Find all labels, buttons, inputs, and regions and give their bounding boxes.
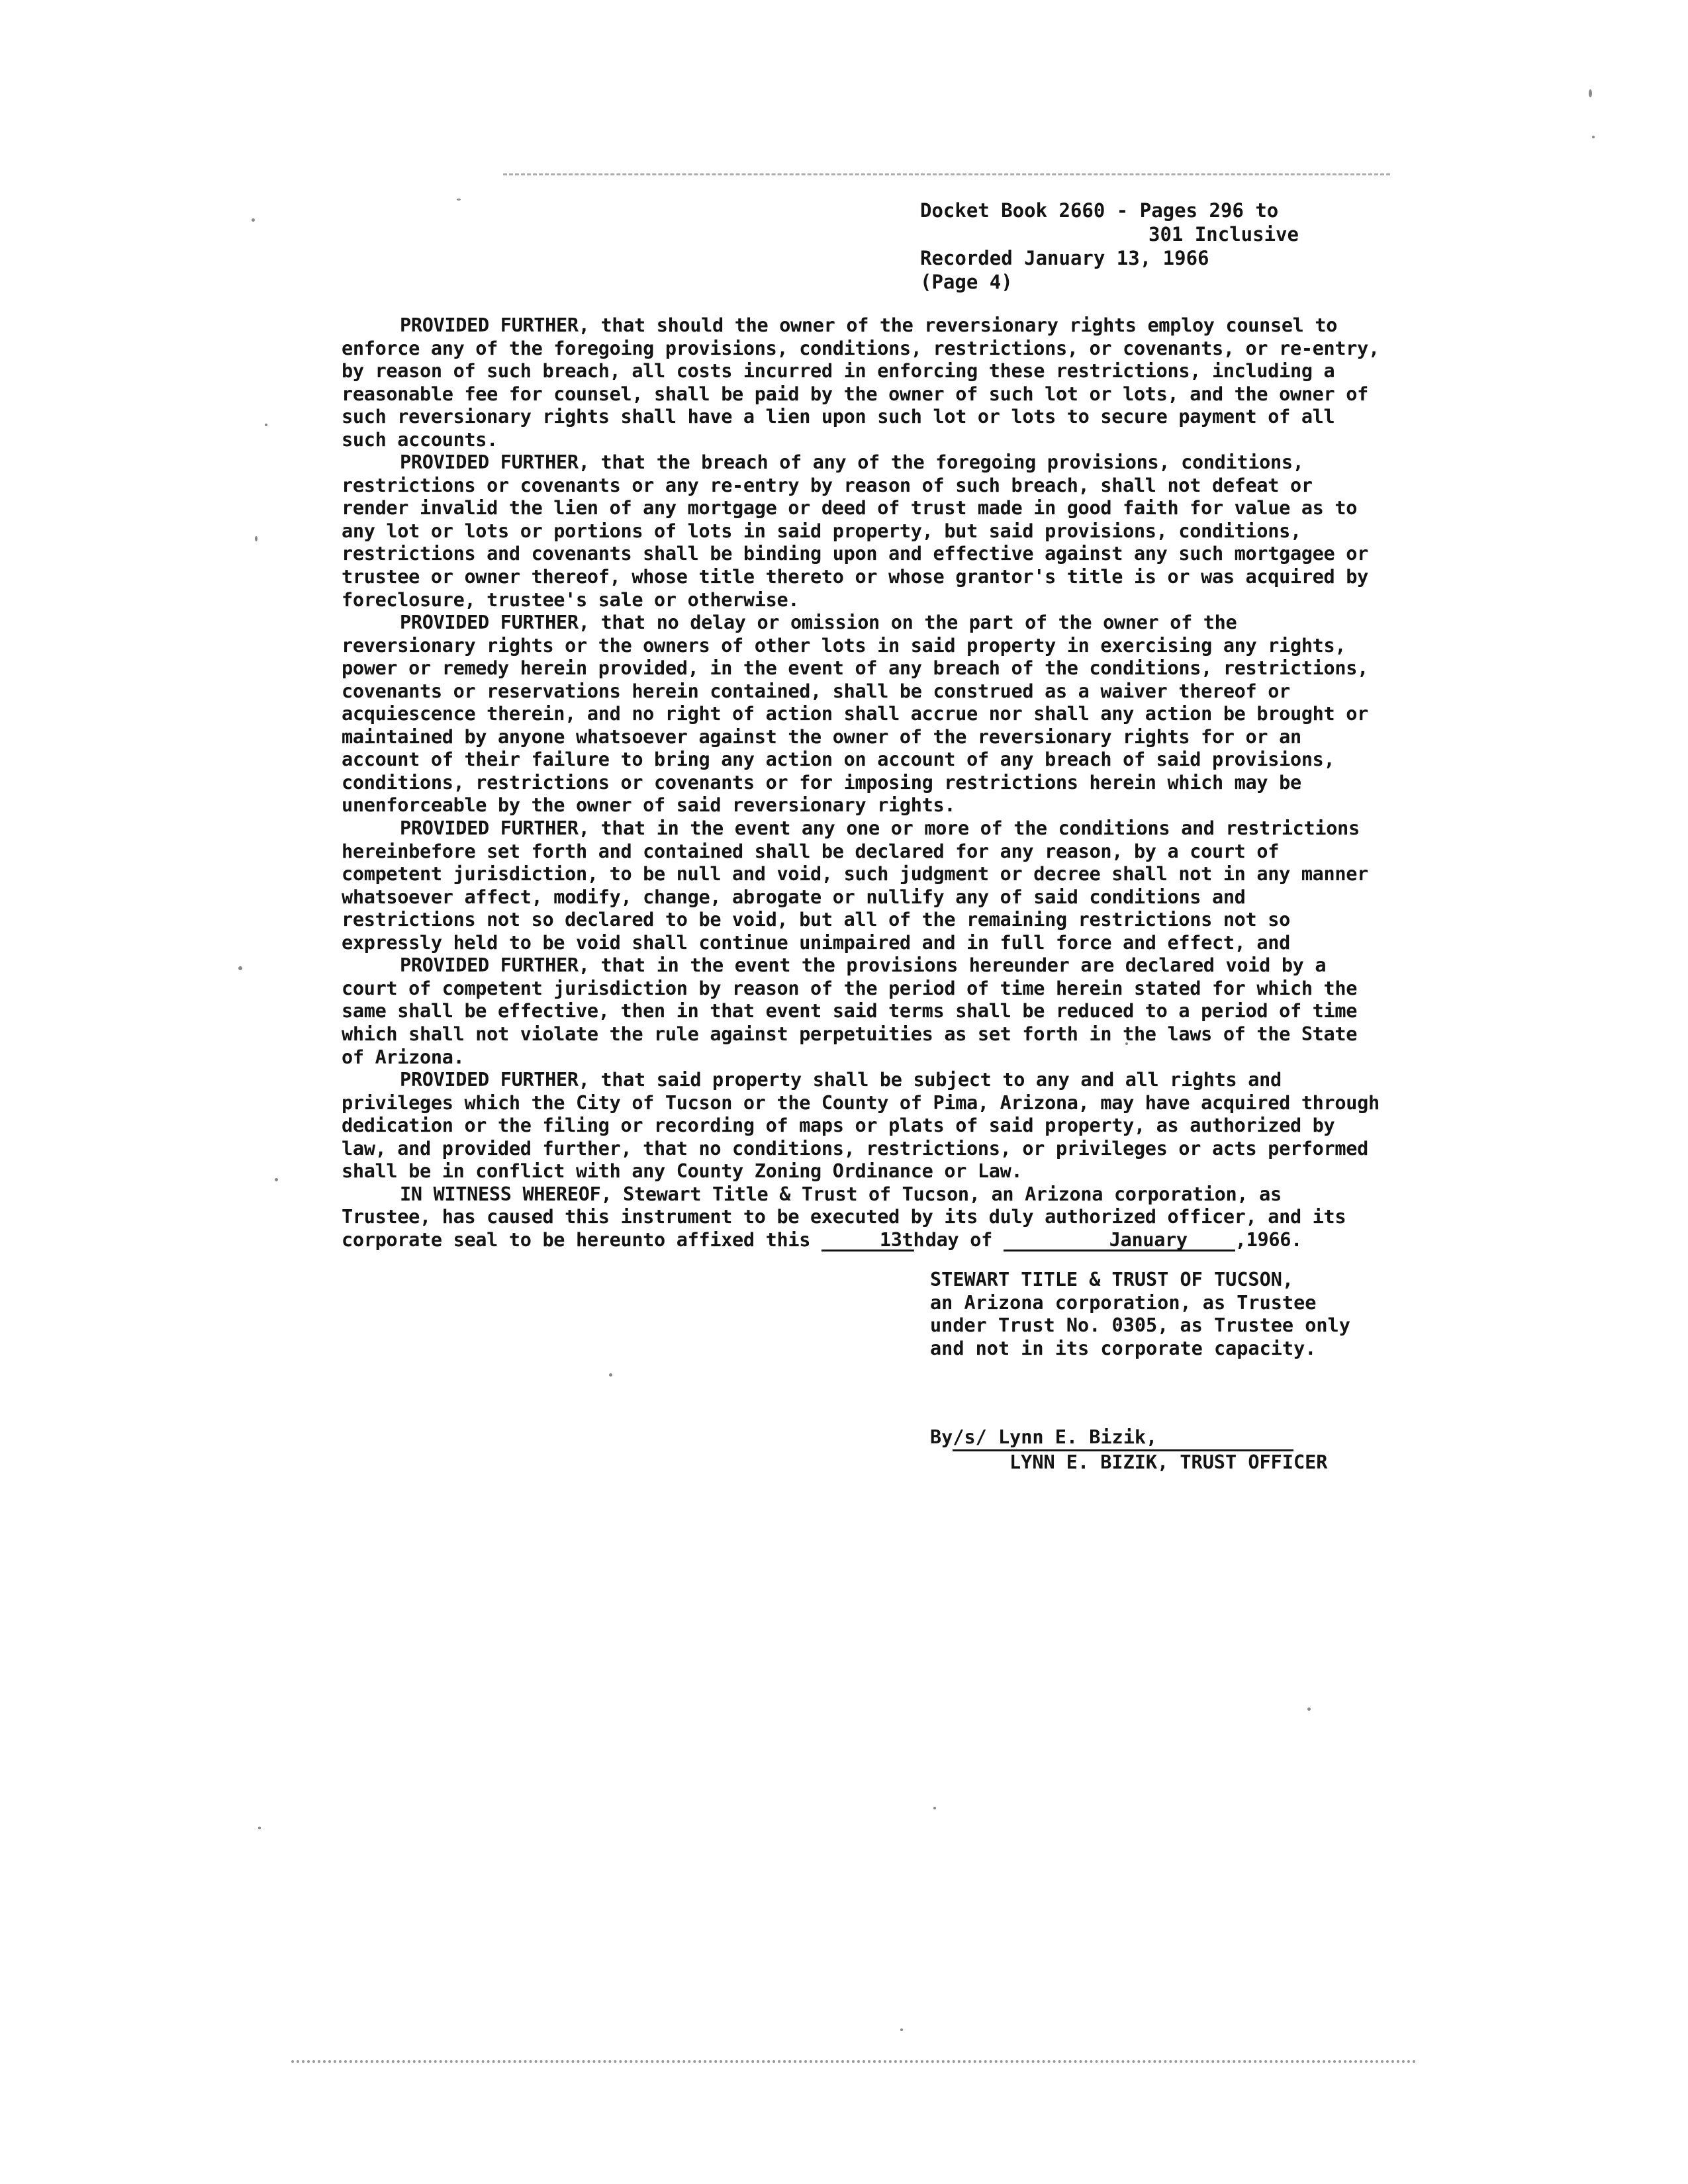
paragraph-perpetuities: PROVIDED FURTHER, that in the event the provisions hereunder are declared void by a court of competent jurisdiction by reason of the period of time herein stated for which the same shall be effective, then in that event said terms shall be reduced to a period of time which shall not violate the rule against perpetuities as set forth in the laws of the State of Arizona. bbox=[342, 954, 1358, 1068]
docket-header bbox=[920, 199, 1299, 294]
signature-text: /s/ Lynn E. Bizik, bbox=[953, 1426, 1158, 1448]
officer-title: LYNN E. BIZIK, TRUST OFFICER bbox=[1009, 1451, 1328, 1473]
paragraph-witness bbox=[342, 1183, 1381, 1252]
recorded-date: Recorded January 13, 1966 bbox=[920, 247, 1209, 269]
scan-speck bbox=[457, 199, 461, 201]
scan-speck bbox=[900, 2028, 903, 2031]
document-body bbox=[342, 314, 1381, 1251]
witness-year: ,1966. bbox=[1235, 1228, 1302, 1251]
signature bbox=[953, 1426, 1293, 1451]
trustee-line-4: and not in its corporate capacity. bbox=[930, 1337, 1317, 1359]
trustee-block bbox=[930, 1269, 1350, 1360]
paragraph-counsel-fees: PROVIDED FURTHER, that should the owner of the reversionary rights employ counsel to enforce any of the foregoing provisions, conditions, restrictions, or covenants, or re-entry, by reason of such breach, all costs incurred in enforcing these restrictions, including a reasonable fee for counsel, shall be paid by the owner of such lot or lots, and the owner of such reversionary rights shall have a lien upon such lot or lots to secure payment of all such accounts. bbox=[342, 314, 1380, 451]
trustee-line-2: an Arizona corporation, as Trustee bbox=[930, 1291, 1317, 1314]
witness-month: January bbox=[1004, 1231, 1235, 1251]
paragraph-mortgage-lien: PROVIDED FURTHER, that the breach of any of the foregoing provisions, conditions, restrictions or covenants or any re-entry by reason of such breach, shall not defeat or render invalid the lien of any mortgage or deed of trust made in good faith for value as to any lot or lots or portions of lots in said property, but said provisions, conditions, restrictions and covenants shall be binding upon and effective against any such mortgagee or trustee or owner thereof, whose title thereto or whose grantor's title is or was acquired by foreclosure, trustee's sale or otherwise. bbox=[342, 451, 1368, 611]
scan-noise-top bbox=[503, 173, 1390, 175]
by-label: By bbox=[930, 1426, 953, 1448]
signature-line bbox=[930, 1426, 1327, 1474]
scan-speck bbox=[1307, 1707, 1311, 1711]
scan-speck bbox=[252, 218, 255, 222]
scan-speck bbox=[275, 1178, 278, 1181]
scan-speck bbox=[255, 536, 258, 541]
scan-speck bbox=[258, 1827, 261, 1829]
trustee-name: STEWART TITLE & TRUST OF TUCSON, bbox=[930, 1269, 1294, 1291]
witness-text: IN WITNESS WHEREOF, Stewart Title & Trust of Tucson, an Arizona corporation, as Trustee, has caused this instrument to be executed by its duly authorized officer, and its corporate seal to be hereunto affixed this bbox=[342, 1183, 1346, 1251]
scan-speck bbox=[609, 1373, 612, 1377]
scan-noise-bottom bbox=[291, 2060, 1417, 2063]
scan-speck bbox=[1592, 136, 1595, 138]
page-number: (Page 4) bbox=[920, 271, 1013, 293]
paragraph-no-waiver: PROVIDED FURTHER, that no delay or omission on the part of the owner of the reversionary rights or the owners of other lots in said property in exercising any rights, power or remedy herein provided, in the event of any breach of the conditions, restrictions, covenants or reservations herein contained, shall be construed as a waiver thereof or acquiescence therein, and no right of action shall accrue nor shall any action be brought or maintained by anyone whatsoever against the owner of the reversionary rights for or an account of their failure to bring any action on account of any breach of said provisions, conditions, restrictions or covenants or for imposing restrictions herein which may be unenforceable by the owner of said reversionary rights. bbox=[342, 612, 1368, 817]
scan-speck bbox=[1589, 89, 1592, 97]
witness-day: 13th bbox=[821, 1231, 914, 1251]
docket-inclusive-line: 301 Inclusive bbox=[1149, 223, 1299, 246]
witness-day-of: day of bbox=[925, 1228, 992, 1251]
scan-speck bbox=[238, 966, 242, 970]
docket-book-line: Docket Book 2660 - Pages 296 to bbox=[920, 199, 1279, 222]
scan-speck bbox=[933, 1807, 936, 1809]
trustee-line-3: under Trust No. 0305, as Trustee only bbox=[930, 1314, 1350, 1336]
paragraph-severability: PROVIDED FURTHER, that in the event any one or more of the conditions and restrictions hereinbefore set forth and contained shall be declared for any reason, by a court of competent jurisdiction, to be null and void, such judgment or decree shall not in any manner whatsoever affect, modify, change, abrogate or nullify any of said conditions and restrictions not so declared to be void, but all of the remaining restrictions not so expressly held to be void shall continue unimpaired and in full force and effect, and bbox=[342, 817, 1368, 954]
scan-speck bbox=[265, 424, 267, 426]
paragraph-city-county-rights: PROVIDED FURTHER, that said property shall be subject to any and all rights and privileges which the City of Tucson or the County of Pima, Arizona, may have acquired through dedication or the filing or recording of maps or plats of said property, as authorized by law, and provided further, that no conditions, restrictions, or privileges or acts performed shall be in conflict with any County Zoning Ordinance or Law. bbox=[342, 1069, 1380, 1183]
